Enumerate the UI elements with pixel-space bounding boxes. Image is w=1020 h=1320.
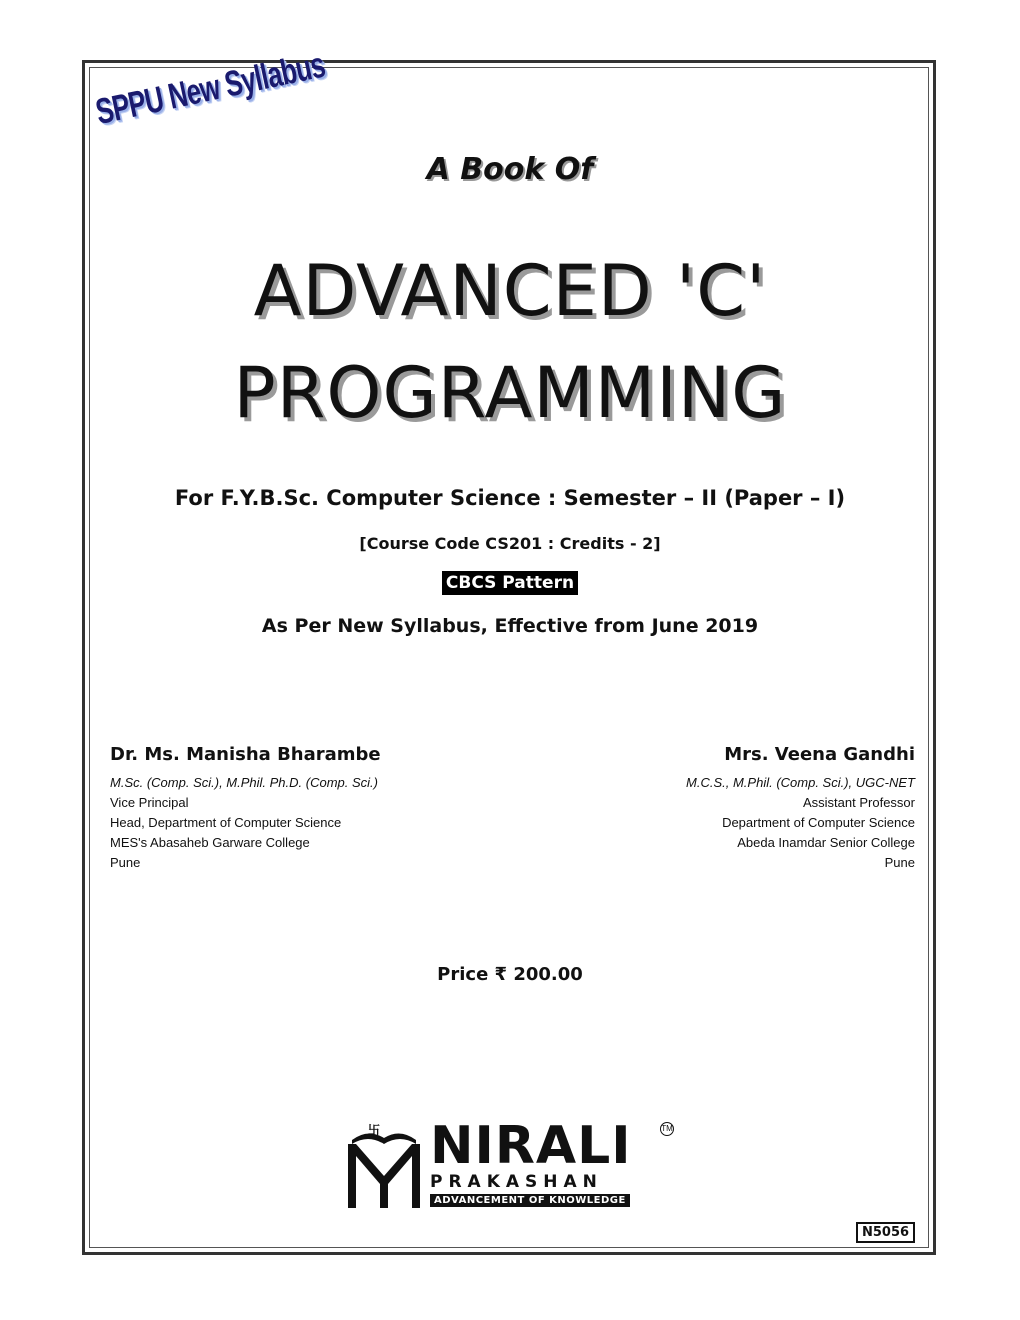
author-line: Pune xyxy=(884,855,915,870)
author-line: MES's Abasaheb Garware College xyxy=(110,835,310,850)
author-qualification: M.C.S., M.Phil. (Comp. Sci.), UGC-NET xyxy=(686,775,915,790)
author-1 xyxy=(110,743,381,873)
book-of-heading: A Book Of xyxy=(426,152,594,187)
author-qualification: M.Sc. (Comp. Sci.), M.Phil. Ph.D. (Comp. Sci.) xyxy=(110,775,378,790)
publisher-logo xyxy=(342,1116,682,1214)
page-border xyxy=(82,60,936,1255)
author-name: Mrs. Veena Gandhi xyxy=(724,744,915,765)
syllabus-stamp: SPPU New Syllabus xyxy=(92,43,329,133)
syllabus-note: As Per New Syllabus, Effective from June 2019 xyxy=(261,615,759,637)
pattern-badge: CBCS Pattern xyxy=(442,571,578,595)
author-line: Abeda Inamdar Senior College xyxy=(737,835,915,850)
title-line-1: ADVANCED 'C' xyxy=(253,250,767,332)
author-line: Head, Department of Computer Science xyxy=(110,815,342,830)
publisher-sub: PRAKASHAN xyxy=(430,1172,603,1192)
pattern-wrap xyxy=(0,571,1020,595)
author-line: Department of Computer Science xyxy=(722,815,915,830)
author-line: Vice Principal xyxy=(110,795,189,810)
course-code: [Course Code CS201 : Credits - 2] xyxy=(359,534,661,553)
author-2 xyxy=(686,743,915,873)
book-emblem-icon xyxy=(342,1122,428,1212)
book-code: N5056 xyxy=(856,1222,915,1243)
trademark-mark: TM xyxy=(660,1122,674,1136)
svg-text:卐: 卐 xyxy=(368,1123,381,1137)
author-name: Dr. Ms. Manisha Bharambe xyxy=(110,744,381,765)
title-line-2: PROGRAMMING xyxy=(233,352,787,434)
author-line: Pune xyxy=(110,855,141,870)
page-border-inner xyxy=(89,67,929,1248)
author-line: Assistant Professor xyxy=(803,795,915,810)
publisher-tagline: ADVANCEMENT OF KNOWLEDGE xyxy=(430,1194,630,1207)
course-target: For F.Y.B.Sc. Computer Science : Semester – II (Paper – I) xyxy=(174,486,846,510)
publisher-name: NIRALI xyxy=(430,1116,632,1176)
price: Price ₹ 200.00 xyxy=(437,964,583,985)
